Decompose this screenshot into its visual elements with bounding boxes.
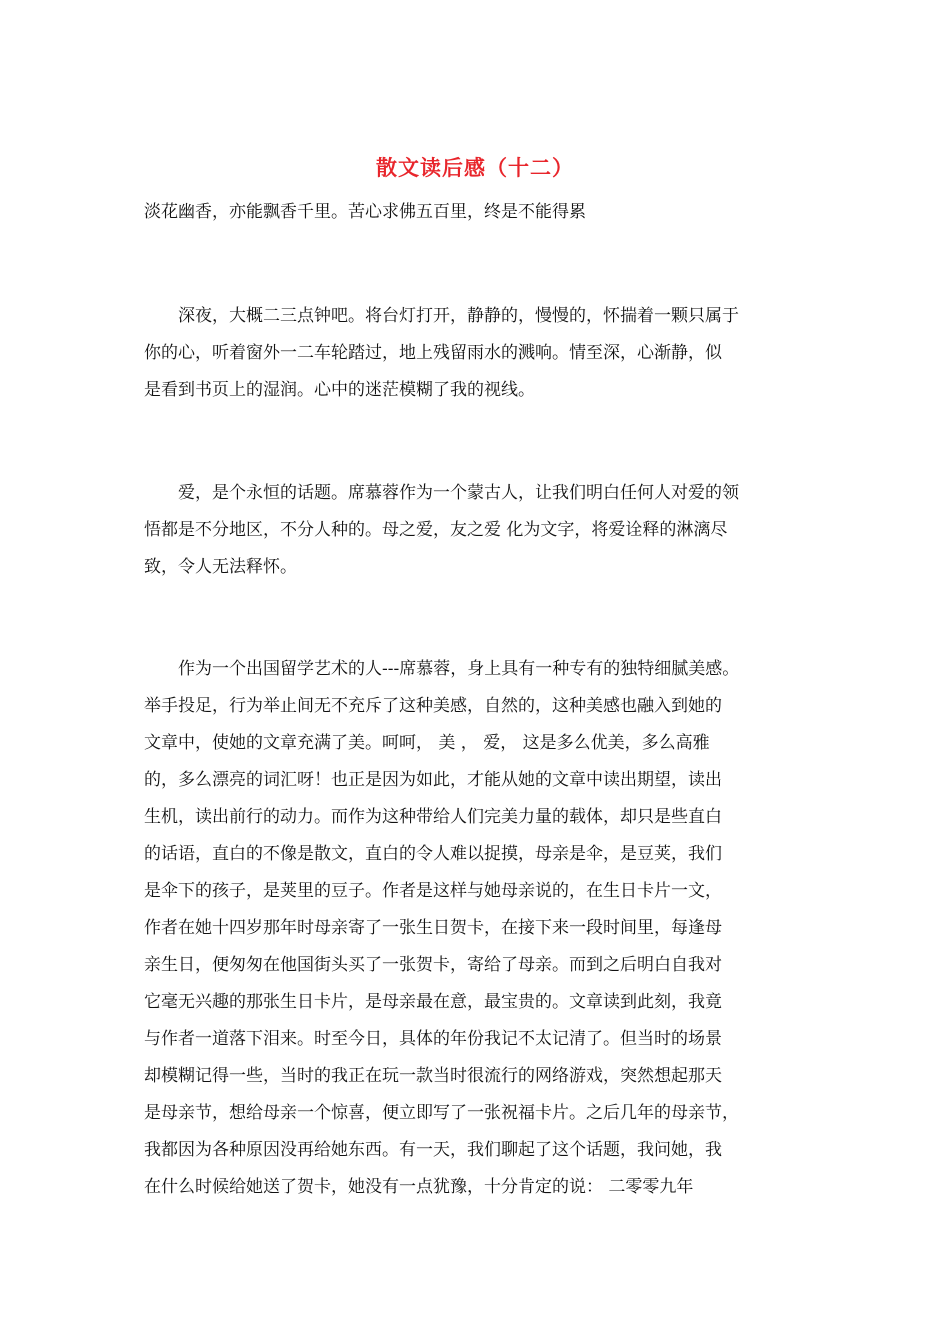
- paragraph-line: 却模糊记得一些，当时的我正在玩一款当时很流行的网络游戏，突然想起那天: [144, 1066, 722, 1086]
- paragraph-line: 你的心，听着窗外一二车轮踏过，地上残留雨水的溅响。情至深，心渐静，似: [144, 343, 722, 363]
- document-title: 散文读后感（十二）: [376, 155, 574, 180]
- paragraph-line: 生机，读出前行的动力。而作为这种带给人们完美力量的载体，却只是些直白: [144, 807, 722, 827]
- paragraph-line: 在什么时候给她送了贺卡，她没有一点犹豫，十分肯定的说： 二零零九年: [144, 1177, 694, 1197]
- paragraph-line: 的，多么漂亮的词汇呀！也正是因为如此，才能从她的文章中读出期望，读出: [144, 770, 722, 790]
- paragraph-1: [144, 298, 814, 409]
- paragraph-3: [144, 651, 814, 1206]
- paragraph-line: 爱，是个永恒的话题。席慕蓉作为一个蒙古人，让我们明白任何人对爱的领: [144, 483, 739, 503]
- paragraph-line: 是母亲节，想给母亲一个惊喜，便立即写了一张祝福卡片。之后几年的母亲节，: [144, 1103, 739, 1123]
- paragraph-line: 举手投足，行为举止间无不充斥了这种美感，自然的，这种美感也融入到她的: [144, 696, 722, 716]
- paragraph-line: 它毫无兴趣的那张生日卡片，是母亲最在意，最宝贵的。文章读到此刻，我竟: [144, 992, 722, 1012]
- paragraph-line: 是伞下的孩子，是荚里的豆子。作者是这样与她母亲说的，在生日卡片一文，: [144, 881, 722, 901]
- paragraph-line: 悟都是不分地区，不分人种的。母之爱，友之爱 化为文字，将爱诠释的淋漓尽: [144, 520, 728, 540]
- paragraph-line: 深夜，大概二三点钟吧。将台灯打开，静静的，慢慢的，怀揣着一颗只属于: [144, 306, 739, 326]
- paragraph-line: 亲生日，便匆匆在他国街头买了一张贺卡，寄给了母亲。而到之后明白自我对: [144, 955, 722, 975]
- paragraph-line: 是看到书页上的湿润。心中的迷茫模糊了我的视线。: [144, 380, 535, 400]
- paragraph-line: 文章中，使她的文章充满了美。呵呵， 美 ， 爱， 这是多么优美，多么高雅: [144, 733, 710, 753]
- document-subtitle: 淡花幽香，亦能飘香千里。苦心求佛五百里，终是不能得累: [144, 202, 586, 222]
- paragraph-line: 作者在她十四岁那年时母亲寄了一张生日贺卡，在接下来一段时间里，每逢母: [144, 918, 722, 938]
- paragraph-line: 致，令人无法释怀。: [144, 557, 297, 577]
- paragraph-line: 的话语，直白的不像是散文，直白的令人难以捉摸，母亲是伞，是豆荚，我们: [144, 844, 722, 864]
- paragraph-line: 与作者一道落下泪来。时至今日，具体的年份我记不太记清了。但当时的场景: [144, 1029, 722, 1049]
- paragraph-line: 我都因为各种原因没再给她东西。有一天，我们聊起了这个话题，我问她，我: [144, 1140, 722, 1160]
- paragraph-line: 作为一个出国留学艺术的人---席慕蓉，身上具有一种专有的独特细腻美感。: [144, 659, 740, 679]
- paragraph-2: [144, 475, 814, 586]
